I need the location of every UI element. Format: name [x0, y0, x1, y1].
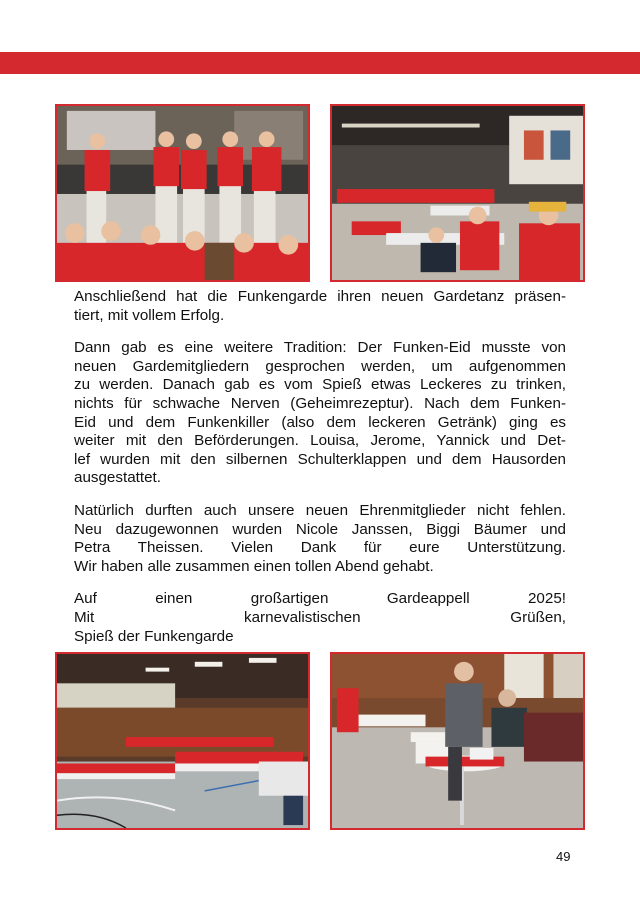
text-line: Spieß der Funkengarde	[74, 627, 234, 645]
text-line: zu werden. Danach gab es vom Spieß etwas Leckeres zu trinken,	[74, 376, 566, 394]
header-band	[0, 52, 640, 74]
article-text	[74, 288, 566, 660]
gym-hall-photo	[55, 652, 310, 830]
text-line: Natürlich durften auch unsere neuen Ehrenmitglieder nicht fehlen.	[74, 501, 566, 519]
text-line: tiert, mit vollem Erfolg.	[74, 306, 225, 324]
text-line: Dann gab es eine weitere Tradition: Der Funken-Eid musste von	[74, 339, 566, 357]
paragraph	[74, 590, 566, 646]
text-line: weiter mit den Beförderungen. Louisa, Jerome, Yannick und Det-	[74, 432, 566, 450]
hall-audience-photo	[330, 104, 585, 282]
text-line: Petra Theissen. Vielen Dank für eure Unterstützung.	[74, 539, 566, 557]
text-line: Mit karnevalistischen Grüßen,	[74, 608, 566, 626]
paragraph	[74, 339, 566, 488]
hall-tables-photo	[330, 652, 585, 830]
text-line: Wir haben alle zusammen einen tollen Abend gehabt.	[74, 557, 434, 575]
paragraph	[74, 502, 566, 576]
guard-members-photo	[55, 104, 310, 282]
paragraph	[74, 288, 566, 325]
text-line: Eid und dem Funkenkiller (also dem leckeren Getränk) ging es	[74, 413, 566, 431]
page-number: 49	[556, 849, 571, 864]
text-line: Anschließend hat die Funkengarde ihren neuen Gardetanz präsen-	[74, 288, 566, 305]
text-line: neuen Gardemitgliedern gesprochen werden, um aufgenommen	[74, 357, 566, 375]
text-line: nichts für schwache Nerven (Geheimrezeptur). Nach dem Funken-	[74, 394, 566, 412]
text-line: Neu dazugewonnen wurden Nicole Janssen, Biggi Bäumer und	[74, 520, 566, 538]
text-line: lef wurden mit den silbernen Schulterklappen und dem Hausorden	[74, 450, 566, 468]
text-line: ausgestattet.	[74, 469, 161, 487]
text-line: Auf einen großartigen Gardeappell 2025!	[74, 590, 566, 608]
